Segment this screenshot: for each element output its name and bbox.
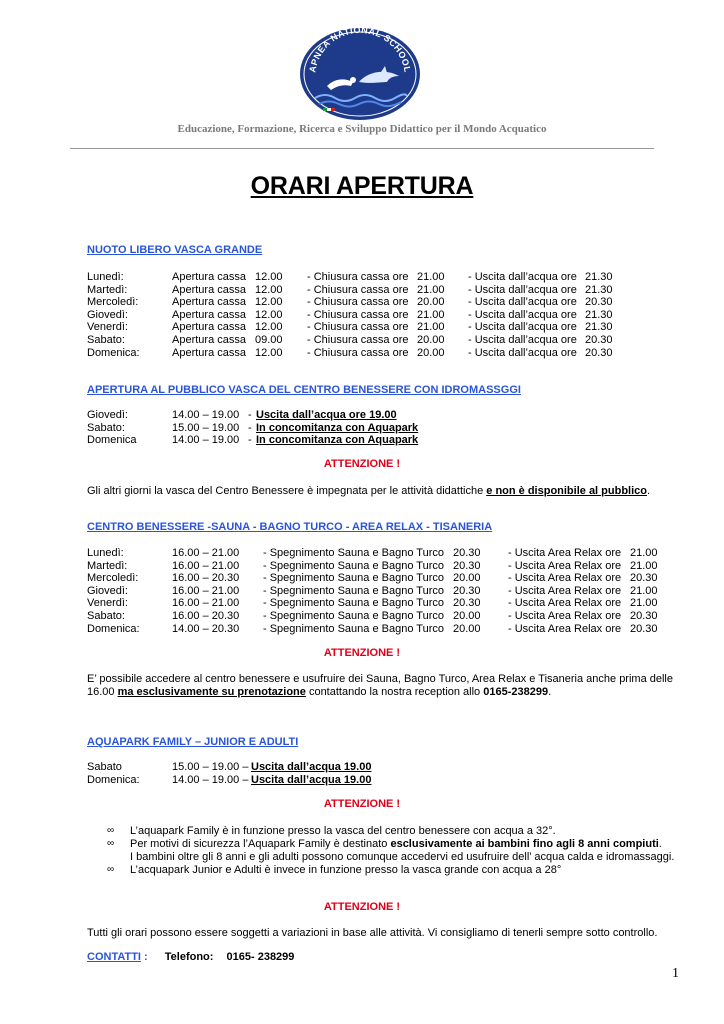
sauna-row xyxy=(0,597,724,610)
nuoto-cell: 21.30 xyxy=(585,321,613,334)
nuoto-cell: 12.00 xyxy=(255,271,283,283)
sauna-cell: 16.00 – 21.00 xyxy=(172,597,240,610)
sauna-cell: Martedì: xyxy=(87,559,128,572)
nuoto-cell: Apertura cassa xyxy=(172,334,246,346)
nuoto-cell: Apertura cassa xyxy=(172,271,246,283)
contacts-line: CONTATTI : Telefono: 0165- 238299 xyxy=(87,951,295,963)
aquapark-cell: 15.00 – 19.00 – xyxy=(172,761,249,773)
sauna-row xyxy=(0,585,724,598)
sauna-row xyxy=(0,560,724,573)
pubblico-row xyxy=(0,422,724,435)
nuoto-cell: 21.30 xyxy=(585,271,613,283)
benessere-note: Gli altri giorni la vasca del Centro Benessere è impegnata per le attività didattiche e non è disponibile al pubblico. xyxy=(87,485,651,497)
attention-label: ATTENZIONE ! xyxy=(323,798,401,810)
sauna-cell: 20.00 xyxy=(453,622,481,635)
sauna-cell: - Spegnimento Sauna e Bagno Turco xyxy=(263,610,445,622)
pubblico-row xyxy=(0,409,724,422)
section-heading-sauna: CENTRO BENESSERE -SAUNA - BAGNO TURCO - AREA RELAX - TISANERIA xyxy=(87,521,493,533)
pubblico-cell: Sabato: xyxy=(87,421,125,434)
sauna-row xyxy=(0,623,724,636)
nuoto-cell: 20.30 xyxy=(585,346,613,359)
section-heading-nuoto: NUOTO LIBERO VASCA GRANDE xyxy=(87,244,263,256)
nuoto-cell: Venerdì: xyxy=(87,321,128,334)
sauna-cell: Lunedì: xyxy=(87,547,124,559)
nuoto-row xyxy=(0,296,724,309)
pubblico-cell: In concomitanza con Aquapark xyxy=(256,421,419,434)
nuoto-cell: Apertura cassa xyxy=(172,308,246,321)
nuoto-cell: 21.30 xyxy=(585,308,613,321)
nuoto-cell: 09.00 xyxy=(255,334,283,346)
phone-label: Telefono: xyxy=(164,951,214,963)
nuoto-cell: 12.00 xyxy=(255,321,283,334)
sauna-cell: Venerdì: xyxy=(87,597,128,610)
nuoto-cell: 21.00 xyxy=(417,308,445,321)
sauna-cell: 20.30 xyxy=(630,622,658,635)
nuoto-cell: Lunedì: xyxy=(87,271,124,283)
nuoto-cell: Apertura cassa xyxy=(172,296,246,309)
bullet-icon: ∞ xyxy=(107,838,115,849)
sauna-cell: 16.00 – 20.30 xyxy=(172,572,240,585)
sauna-cell: 14.00 – 20.30 xyxy=(172,622,240,635)
sauna-cell: 16.00 – 20.30 xyxy=(172,610,240,622)
aquapark-cell: Sabato xyxy=(87,761,122,773)
nuoto-cell: 12.00 xyxy=(255,308,283,321)
sauna-cell: - Uscita Area Relax ore xyxy=(508,572,622,585)
sauna-cell: - Spegnimento Sauna e Bagno Turco xyxy=(263,597,445,610)
nuoto-cell: 12.00 xyxy=(255,283,283,296)
sauna-cell: - Spegnimento Sauna e Bagno Turco xyxy=(263,584,445,597)
nuoto-cell: 12.00 xyxy=(255,296,283,309)
sauna-cell: - Uscita Area Relax ore xyxy=(508,610,622,622)
schedule-disclaimer: Tutti gli orari possono essere soggetti a variazioni in base alle attività. Vi consigliamo di tenerli sempre sotto controllo. xyxy=(87,927,658,939)
sauna-cell: Giovedì: xyxy=(87,584,128,597)
sauna-cell: - Spegnimento Sauna e Bagno Turco xyxy=(263,572,445,585)
nuoto-cell: - Chiusura cassa ore xyxy=(307,283,409,296)
pubblico-cell: - xyxy=(248,434,252,447)
contacts-label: CONTATTI xyxy=(87,951,141,963)
sauna-note: E’ possibile accedere al centro benessere e usufruire dei Sauna, Bagno Turco, Area Relax e Tisaneria anche prima delle 16.00 ma esclusivamente su prenotazione contattando la nostra reception allo 0165-238299. xyxy=(87,673,673,698)
pubblico-cell: In concomitanza con Aquapark xyxy=(256,434,419,447)
nuoto-cell: 20.30 xyxy=(585,296,613,309)
nuoto-cell: Apertura cassa xyxy=(172,321,246,334)
aquapark-row xyxy=(0,774,724,787)
nuoto-cell: Apertura cassa xyxy=(172,346,246,359)
pubblico-cell: 15.00 – 19.00 xyxy=(172,421,240,434)
bullet-icon: ∞ xyxy=(107,864,115,875)
nuoto-cell: - Uscita dall’acqua ore xyxy=(468,296,577,309)
nuoto-cell: - Uscita dall’acqua ore xyxy=(468,283,577,296)
svg-text:APNEA NATIONAL SCHOOL: APNEA NATIONAL SCHOOL xyxy=(307,24,413,74)
page-number: 1 xyxy=(672,966,679,981)
attention-label: ATTENZIONE ! xyxy=(323,901,401,913)
pubblico-cell: Domenica xyxy=(87,434,137,447)
sauna-cell: - Uscita Area Relax ore xyxy=(508,547,622,559)
sauna-cell: - Uscita Area Relax ore xyxy=(508,597,622,610)
nuoto-cell: - Chiusura cassa ore xyxy=(307,271,409,283)
nuoto-cell: 20.00 xyxy=(417,346,445,359)
sauna-cell: - Spegnimento Sauna e Bagno Turco xyxy=(263,622,445,635)
nuoto-cell: Apertura cassa xyxy=(172,283,246,296)
nuoto-cell: - Chiusura cassa ore xyxy=(307,308,409,321)
nuoto-row xyxy=(0,334,724,347)
nuoto-cell: - Uscita dall’acqua ore xyxy=(468,334,577,346)
sauna-cell: 21.00 xyxy=(630,597,658,610)
divider xyxy=(70,148,654,149)
pubblico-row xyxy=(0,434,724,447)
sauna-cell: Mercoledì: xyxy=(87,572,139,585)
attention-label: ATTENZIONE ! xyxy=(323,647,401,659)
sauna-cell: 16.00 – 21.00 xyxy=(172,547,240,559)
sauna-cell: - Uscita Area Relax ore xyxy=(508,622,622,635)
aquapark-bullet-2: Per motivi di sicurezza l’Aquapark Family è destinato esclusivamente ai bambini fino agli 8 anni compiuti. I bambini oltre gli 8 anni e gli adulti possono comunque accedervi ed usufruire dell’ acqua calda e idromassaggi. xyxy=(130,838,675,863)
sauna-cell: 20.30 xyxy=(453,559,481,572)
nuoto-cell: - Chiusura cassa ore xyxy=(307,296,409,309)
nuoto-cell: - Chiusura cassa ore xyxy=(307,346,409,359)
bullet-icon: ∞ xyxy=(107,825,115,836)
nuoto-row xyxy=(0,284,724,297)
nuoto-cell: 21.00 xyxy=(417,283,445,296)
sauna-cell: 21.00 xyxy=(630,547,658,559)
sauna-cell: Sabato: xyxy=(87,610,125,622)
aquapark-row xyxy=(0,761,724,774)
nuoto-cell: - Uscita dall’acqua ore xyxy=(468,346,577,359)
sauna-cell: - Uscita Area Relax ore xyxy=(508,584,622,597)
nuoto-cell: - Uscita dall’acqua ore xyxy=(468,271,577,283)
subtitle: Educazione, Formazione, Ricerca e Sviluppo Didattico per il Mondo Acquatico xyxy=(177,123,547,135)
aquapark-bullet-3: L’acquapark Junior e Adulti è invece in funzione presso la vasca grande con acqua a 28° xyxy=(130,864,562,876)
nuoto-row xyxy=(0,321,724,334)
sauna-cell: 16.00 – 21.00 xyxy=(172,559,240,572)
nuoto-cell: - Uscita dall’acqua ore xyxy=(468,321,577,334)
nuoto-cell: 21.30 xyxy=(585,283,613,296)
phone-number[interactable]: 0165- 238299 xyxy=(226,951,295,963)
nuoto-cell: 21.00 xyxy=(417,321,445,334)
nuoto-cell: Sabato: xyxy=(87,334,125,346)
aquapark-cell: Uscita dall’acqua 19.00 xyxy=(251,773,372,786)
nuoto-cell: 21.00 xyxy=(417,271,445,283)
sauna-cell: 20.30 xyxy=(453,597,481,610)
nuoto-cell: Domenica: xyxy=(87,346,140,359)
page-title: ORARI APERTURA xyxy=(250,172,474,200)
nuoto-row xyxy=(0,271,724,284)
nuoto-cell: - Uscita dall’acqua ore xyxy=(468,308,577,321)
aquapark-cell: Domenica: xyxy=(87,773,140,786)
nuoto-row xyxy=(0,347,724,360)
nuoto-cell: 20.00 xyxy=(417,334,445,346)
nuoto-cell: Mercoledì: xyxy=(87,296,139,309)
nuoto-cell: 20.00 xyxy=(417,296,445,309)
sauna-row xyxy=(0,547,724,560)
sauna-cell: - Spegnimento Sauna e Bagno Turco xyxy=(263,547,445,559)
sauna-row xyxy=(0,572,724,585)
sauna-cell: - Uscita Area Relax ore xyxy=(508,559,622,572)
pubblico-cell: 14.00 – 19.00 xyxy=(172,409,240,421)
sauna-cell: 20.00 xyxy=(453,610,481,622)
sauna-cell: 21.00 xyxy=(630,584,658,597)
nuoto-row xyxy=(0,309,724,322)
pubblico-cell: 14.00 – 19.00 xyxy=(172,434,240,447)
sauna-row xyxy=(0,610,724,623)
section-heading-benessere-pubblico: APERTURA AL PUBBLICO VASCA DEL CENTRO BENESSERE CON IDROMASSGGI xyxy=(87,384,521,396)
sauna-cell: 20.30 xyxy=(630,610,658,622)
section-heading-aquapark: AQUAPARK FAMILY – JUNIOR E ADULTI xyxy=(87,736,299,748)
sauna-cell: Domenica: xyxy=(87,622,140,635)
pubblico-cell: - xyxy=(248,409,252,421)
sauna-cell: - Spegnimento Sauna e Bagno Turco xyxy=(263,559,445,572)
aquapark-bullet-1: L’aquapark Family è in funzione presso la vasca del centro benessere con acqua a 32°. xyxy=(130,825,556,837)
sauna-cell: 20.00 xyxy=(453,572,481,585)
sauna-cell: 20.30 xyxy=(630,572,658,585)
aquapark-cell: Uscita dall’acqua 19.00 xyxy=(251,761,372,773)
nuoto-cell: 12.00 xyxy=(255,346,283,359)
nuoto-cell: 20.30 xyxy=(585,334,613,346)
sauna-cell: 20.30 xyxy=(453,584,481,597)
pubblico-cell: Giovedì: xyxy=(87,409,128,421)
nuoto-cell: - Chiusura cassa ore xyxy=(307,334,409,346)
attention-label: ATTENZIONE ! xyxy=(323,458,401,470)
aquapark-cell: 14.00 – 19.00 – xyxy=(172,773,249,786)
sauna-cell: 20.30 xyxy=(453,547,481,559)
sauna-cell: 16.00 – 21.00 xyxy=(172,584,240,597)
nuoto-cell: Martedì: xyxy=(87,283,128,296)
pubblico-cell: - xyxy=(248,421,252,434)
nuoto-cell: Giovedì: xyxy=(87,308,128,321)
pubblico-cell: Uscita dall’acqua ore 19.00 xyxy=(256,409,397,421)
nuoto-cell: - Chiusura cassa ore xyxy=(307,321,409,334)
school-logo xyxy=(297,22,423,122)
sauna-cell: 21.00 xyxy=(630,559,658,572)
